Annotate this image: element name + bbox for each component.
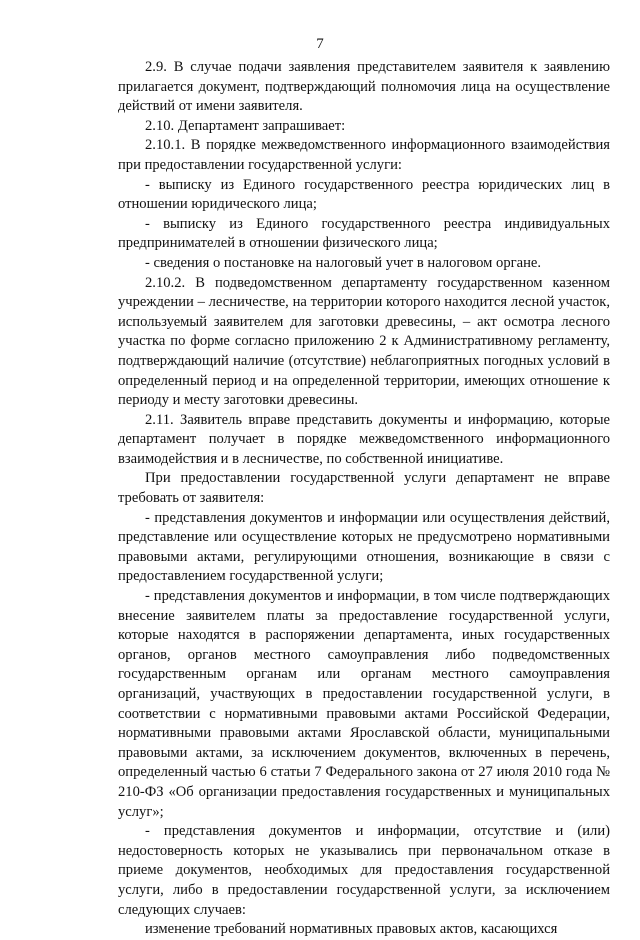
page-number: 7 bbox=[316, 36, 324, 52]
list-item-unregulated-documents: - представления документов и информации или осуществления действий, представление или осуществление которых не предусмотрено нормативными правовыми актами, регулирующими отношения, возникающие в связи с предоставлением государственной услуги; bbox=[118, 509, 610, 585]
paragraph-department-restrictions: При предоставлении государственной услуги департамент не вправе требовать от заявителя: bbox=[118, 470, 610, 507]
list-item-documents-held-by-agencies: - представления документов и информации, в том числе подтверждающих внесение заявителем платы за предоставление государственной услуги, которые находятся в распоряжении департамента, иных государственных органов, органов местного самоуправления либо подведомственных государственным органам или органам местного самоуправления организаций, участвующих в предоставлении государственной услуги, в соответствии с нормативными правовыми актами Российской Федерации, нормативными правовыми актами Ярославской области, муниципальными правовыми актами, за исключением документов, включенных в перечень, определенный частью 6 статьи 7 Федерального закона от 27 июля 2010 года № 210-ФЗ «Об организации предоставления государственных и муниципальных услуг»; bbox=[118, 588, 610, 820]
paragraph-2-10-2: 2.10.2. В подведомственном департаменту государственном казенном учреждении – лесничестве, на территории которого находится лесной участок, используемый заявителем для заготовки древесины, – акт осмотра лесного участка по форме согласно приложению 2 к Административному регламенту, подтверждающий наличие (отсутствие) неблагоприятных погодных условий в определенный период и на определенной территории, имеющих отношение к периоду и месту заготовки древесины. bbox=[118, 274, 610, 409]
document-body bbox=[118, 58, 610, 940]
list-item-legal-entities-extract: - выписку из Единого государственного реестра юридических лиц в отношении юридического лица; bbox=[118, 176, 610, 213]
paragraph-2-11: 2.11. Заявитель вправе представить документы и информацию, которые департамент получает в порядке межведомственного информационного взаимодействия и в лесничестве, по собственной инициативе. bbox=[118, 411, 610, 467]
paragraph-2-9: 2.9. В случае подачи заявления представителем заявителя к заявлению прилагается документ, подтверждающий полномочия лица на осуществление действий от имени заявителя. bbox=[118, 59, 610, 115]
list-item-tax-registration: - сведения о постановке на налоговый учет в налоговом органе. bbox=[145, 254, 542, 271]
paragraph-requirements-change: изменение требований нормативных правовых актов, касающихся bbox=[145, 921, 558, 938]
list-item-entrepreneurs-extract: - выписку из Единого государственного реестра индивидуальных предпринимателей в отношении физического лица; bbox=[118, 215, 610, 252]
paragraph-2-10: 2.10. Департамент запрашивает: bbox=[145, 117, 346, 134]
list-item-previously-unstated-documents: - представления документов и информации, отсутствие и (или) недостоверность которых не указывались при первоначальном отказе в приеме документов, необходимых для предоставления государственной услуги, либо в предоставлении государственной услуги, за исключением следующих случаев: bbox=[118, 823, 610, 918]
paragraph-2-10-1: 2.10.1. В порядке межведомственного информационного взаимодействия при предоставлении государственной услуги: bbox=[118, 137, 610, 173]
